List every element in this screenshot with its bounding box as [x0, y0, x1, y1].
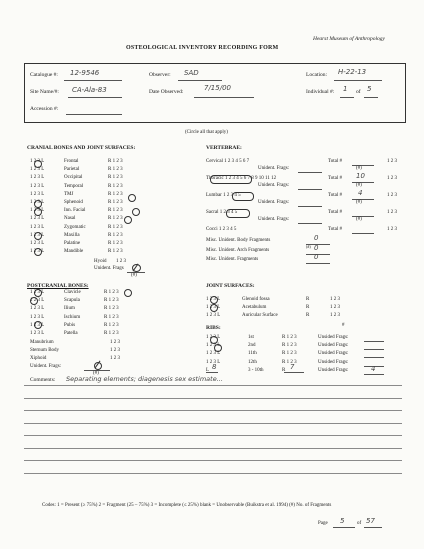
joint-right-marker: R	[306, 297, 310, 302]
cervical-unident: Unident. Frags:	[258, 166, 290, 171]
catalogue-label: Catalogue #:	[30, 72, 58, 78]
comments-text[interactable]: Separating elements; diagenesis sex estimate...	[66, 375, 223, 383]
hyoid-nums[interactable]: 1 2 3	[116, 259, 126, 264]
thoracic-unit: (#)	[356, 183, 362, 188]
postcranial-bone-name: Ischium	[64, 314, 81, 320]
postcranial-left-score[interactable]: 1 2 3 L	[30, 314, 45, 320]
cranial-left-score[interactable]: 1 2 3 L	[30, 175, 45, 181]
cranial-bone-name: Sphenoid	[64, 200, 83, 205]
rib-unsided-frags-label: Unsided Frags:	[318, 351, 349, 357]
postcranial-left-score[interactable]: 1 2 3 L	[30, 306, 45, 312]
rib-name: 2nd	[248, 343, 256, 349]
sacral-unit: (#)	[356, 217, 362, 222]
joint-right-marker: R	[306, 305, 310, 311]
cranial-unident-label: Unident. Frags	[94, 266, 124, 271]
postcranial-right-score[interactable]: R 1 2 3	[104, 290, 119, 295]
comments-label: Comments:	[30, 377, 56, 383]
sacral-row[interactable]: Sacral 1 2 3 4 5	[206, 210, 238, 215]
postcranial-left-score[interactable]: 1 2 3 L	[30, 322, 45, 328]
form-title: OSTEOLOGICAL INVENTORY RECORDING FORM	[126, 45, 279, 51]
postcranial-bone-name: Ilium	[64, 306, 75, 312]
codes-legend: Codes: 1 = Present (≥ 75%) 2 = Fragment (25 – 75%) 3 = Incomplete (≤ 25%) blank = Unobservable (Buikstra et al. 1994) (#) No. of Fragments	[42, 503, 332, 508]
cranial-right-score[interactable]: R 1 2 3	[108, 191, 123, 197]
joint-right-score[interactable]: 1 2 3	[330, 305, 340, 311]
postcranial-heading: POSTCRANIAL BONES:	[27, 283, 89, 289]
misc-arch-value[interactable]: 0	[314, 244, 319, 252]
cervical-nums[interactable]: 1 2 3	[387, 159, 397, 164]
misc-body-unit: (#)	[306, 244, 311, 249]
thoracic-row[interactable]: Thoracic 1 2 3 4 5 6 7 8 9 10 11 12	[206, 176, 277, 181]
rib-right-score[interactable]: R	[282, 367, 286, 373]
postcranial-right-score[interactable]: R 1 2 3	[104, 322, 119, 328]
rib-right-score[interactable]: R 1 2 3	[282, 335, 297, 340]
cranial-right-score[interactable]: R 1 2 3	[108, 175, 123, 181]
rib-left-score[interactable]: L	[206, 367, 210, 373]
postcranial-bone-name: Pubis	[64, 322, 76, 328]
cranial-unident-unit: (#)	[131, 273, 137, 278]
cranial-bone-name: TMJ	[64, 191, 74, 197]
joint-left-score[interactable]: 1 2 3 L	[206, 297, 221, 302]
rib-unsided-frags-label: Unsided Frags:	[318, 367, 349, 373]
lumbar-row[interactable]: Lumbar 1 2 3 4 5	[206, 193, 241, 198]
rib-right-count[interactable]: 7	[290, 363, 295, 371]
postcranial-bone-name: Xiphoid	[30, 356, 47, 361]
rib-right-score[interactable]: R 1 2 3	[282, 359, 297, 365]
cranial-bone-name: Temporal	[64, 183, 84, 189]
thoracic-total[interactable]: 10	[356, 172, 365, 180]
postcranial-right-score[interactable]: R 1 2 3	[104, 331, 119, 336]
cranial-right-score[interactable]: R 1 2 3	[108, 216, 123, 222]
rib-left-score[interactable]: 1 2 3 L	[206, 351, 221, 357]
lumbar-unit: (#)	[356, 200, 362, 205]
thoracic-nums[interactable]: 1 2 3	[387, 176, 397, 181]
joint-right-score[interactable]: 1 2 3	[330, 313, 340, 319]
misc-body-value[interactable]: 0	[314, 234, 319, 242]
individual-of: of	[356, 89, 361, 95]
sacral-unident: Unident. Frags:	[258, 217, 290, 222]
joint-right-score[interactable]: 1 2 3	[330, 297, 340, 302]
cranial-bone-name: Palatine	[64, 241, 81, 246]
lumbar-total[interactable]: 4	[358, 189, 363, 197]
individual-total[interactable]: 5	[367, 85, 372, 93]
cranial-left-score[interactable]: 1 2 3 L	[30, 232, 45, 238]
joint-heading: JOINT SURFACES:	[206, 283, 255, 289]
date-value[interactable]: 7/15/00	[204, 84, 231, 92]
misc-arch-label: Misc. Unident. Arch Fragments	[206, 248, 270, 253]
vertebrae-heading: VERTEBRAE:	[206, 145, 242, 151]
observer-value[interactable]: SAD	[184, 69, 199, 77]
postcranial-left-score[interactable]: 1 2 3 L	[30, 298, 45, 304]
cranial-left-score[interactable]: 1 2 3 L	[30, 167, 45, 173]
postcranial-bone-name: Patella	[64, 331, 78, 336]
postcranial-bone-name: Sternum Body	[30, 348, 60, 353]
postcranial-bone-name: Clavicle	[64, 290, 81, 295]
page-total[interactable]: 57	[366, 517, 375, 525]
comment-line	[24, 385, 402, 386]
postcranial-right-score[interactable]: R 1 2 3	[104, 298, 119, 304]
joint-left-score[interactable]: 1 2 3 L	[206, 305, 221, 311]
cranial-right-score[interactable]: R 1 2 3	[108, 167, 123, 173]
comment-line	[24, 410, 402, 411]
cocci-row[interactable]: Cocci 1 2 3 4 5	[206, 227, 237, 232]
joint-surface-name: Acetabulum	[242, 305, 267, 311]
postcranial-bone-name: Manubrium	[30, 340, 54, 345]
rib-right-score[interactable]: R 1 2 3	[282, 351, 297, 357]
catalogue-value[interactable]: 12-9546	[70, 69, 100, 77]
postcranial-score[interactable]: 1 2 3	[110, 340, 120, 345]
joint-left-score[interactable]: 1 2 3 L	[206, 313, 221, 319]
comment-line	[24, 398, 402, 399]
sacral-nums[interactable]: 1 2 3	[387, 210, 397, 215]
thoracic-unident: Unident. Frags:	[258, 183, 290, 188]
cervical-row[interactable]: Cervical 1 2 3 4 5 6 7	[206, 159, 250, 164]
cranial-right-score[interactable]: R 1 2 3	[108, 208, 123, 214]
lumbar-total-label: Total #	[328, 193, 342, 198]
site-label: Site Name/#:	[30, 89, 59, 95]
rib-left-score[interactable]: 1 2 3 L	[206, 359, 221, 365]
rib-name: 1st	[248, 335, 254, 340]
page-number[interactable]: 5	[340, 517, 345, 525]
individual-label: Individual #:	[306, 89, 335, 95]
rib-left-score[interactable]: 1 2 3 L	[206, 343, 221, 349]
comment-line	[24, 435, 402, 436]
rib-name: 12th	[248, 359, 257, 365]
lumbar-nums[interactable]: 1 2 3	[387, 193, 397, 198]
date-label: Date Observed:	[149, 89, 184, 95]
post-unident-unit: (#)	[93, 371, 99, 376]
rib-left-score[interactable]: 1 2 3 L	[206, 335, 221, 340]
cranial-bone-name: Frontal	[64, 159, 79, 164]
rib-unsided-frags-value[interactable]: 4	[371, 364, 376, 373]
postcranial-score[interactable]: 1 2 3	[110, 348, 120, 353]
cranial-bone-name: Zygomatic	[64, 224, 86, 230]
comment-line	[24, 423, 402, 424]
postcranial-left-score[interactable]: 1 2 3 L	[30, 290, 45, 295]
cranial-right-score[interactable]: R 1 2 3	[108, 224, 123, 230]
circle-note: (Circle all that apply)	[185, 130, 228, 135]
postcranial-right-score[interactable]: R 1 2 3	[104, 314, 119, 320]
site-value[interactable]: CA-Ala-83	[72, 86, 107, 94]
cranial-right-score[interactable]: R 1 2 3	[108, 249, 123, 255]
cranial-bone-name: Parietal	[64, 167, 80, 173]
location-value[interactable]: H-22-13	[338, 68, 367, 76]
misc-frag-value[interactable]: 0	[314, 253, 319, 261]
postcranial-left-score[interactable]: 1 2 3 L	[30, 331, 45, 336]
misc-frag-label: Misc. Unident. Fragments	[206, 257, 259, 262]
joint-right-marker: R	[306, 313, 310, 319]
rib-right-score[interactable]: R 1 2 3	[282, 343, 297, 349]
cranial-left-score[interactable]: 1 2 3 L	[30, 159, 45, 164]
comment-line	[24, 448, 402, 449]
cocci-total-label: Total #	[328, 227, 342, 232]
rib-name: 11th	[248, 351, 257, 357]
cranial-left-score[interactable]: 1 2 3 L	[30, 200, 45, 205]
rib-name: 3 - 10th	[248, 367, 264, 373]
individual-value[interactable]: 1	[343, 85, 348, 93]
sacral-total-label: Total #	[328, 210, 342, 215]
hyoid-label: Hyoid	[94, 259, 107, 264]
cranial-right-score[interactable]: R 1 2 3	[108, 159, 123, 164]
cranial-left-score[interactable]: 1 2 3 L	[30, 183, 45, 189]
cranial-left-score[interactable]: 1 2 3 L	[30, 216, 45, 222]
location-label: Location:	[306, 72, 328, 78]
postcranial-score[interactable]: 1 2 3	[110, 356, 120, 361]
cranial-bone-name: Inn. Facial	[64, 208, 86, 214]
cranial-right-score[interactable]: R 1 2 3	[108, 200, 123, 205]
cranial-left-score[interactable]: 1 2 3 L	[30, 241, 45, 246]
page-of: of	[357, 521, 362, 526]
comment-line	[24, 460, 402, 461]
museum-name: Hearst Museum of Anthropology	[313, 36, 385, 42]
joint-surface-name: Glenoid fossa	[242, 297, 270, 302]
cranial-right-score[interactable]: R 1 2 3	[108, 232, 123, 238]
cranial-bone-name: Occipital	[64, 175, 83, 181]
cranial-right-score[interactable]: R 1 2 3	[108, 241, 123, 246]
postcranial-right-score[interactable]: R 1 2 3	[104, 306, 119, 312]
cervical-total-label: Total #	[328, 159, 342, 164]
cranial-bone-name: Maxilla	[64, 232, 80, 238]
cranial-left-score[interactable]: 1 2 3 L	[30, 224, 45, 230]
rib-unsided-frags-label: Unsided Frags:	[318, 359, 349, 365]
post-unident-label: Unident. Frags:	[30, 364, 62, 369]
ribs-heading: RIBS:	[206, 325, 221, 331]
cranial-left-score[interactable]: 1 2 3 L	[30, 208, 45, 214]
accession-label: Accession #:	[30, 106, 59, 112]
cranial-bone-name: Nasal	[64, 216, 76, 222]
cranial-left-score[interactable]: 1 2 3 L	[30, 191, 45, 197]
joint-surface-name: Auricular Surface	[242, 313, 278, 319]
thoracic-total-label: Total #	[328, 176, 342, 181]
observer-label: Observer:	[149, 72, 171, 78]
lumbar-unident: Unident. Frags:	[258, 200, 290, 205]
postcranial-bone-name: Scapula	[64, 298, 80, 304]
rib-unsided-frags-label: Unsided Frags:	[318, 335, 349, 340]
comment-line	[24, 473, 402, 474]
page-label: Page	[318, 521, 328, 526]
rib-left-count[interactable]: 8	[212, 363, 217, 371]
cocci-nums[interactable]: 1 2 3	[387, 227, 397, 232]
ribs-hash: #	[342, 323, 345, 328]
misc-body-label: Misc. Unident. Body Fragments	[206, 238, 271, 243]
cranial-right-score[interactable]: R 1 2 3	[108, 183, 123, 189]
rib-unsided-frags-label: Unsided Frags:	[318, 343, 349, 349]
cranial-left-score[interactable]: 1 2 3 L	[30, 249, 45, 255]
cranial-bone-name: Mandible	[64, 249, 84, 255]
cranial-heading: CRANIAL BONES AND JOINT SURFACES:	[27, 145, 136, 151]
cervical-unit: (#)	[356, 166, 362, 171]
